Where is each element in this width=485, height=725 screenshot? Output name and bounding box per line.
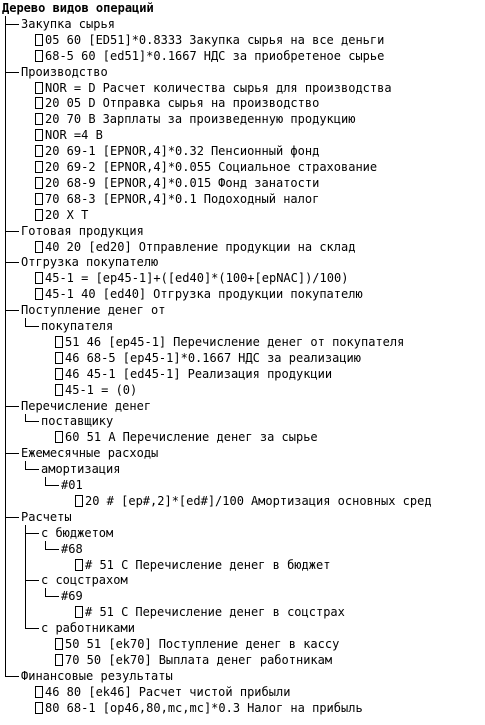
operation-doc-icon	[35, 686, 43, 698]
operation-doc-icon	[35, 177, 43, 189]
operation-doc-icon	[75, 559, 83, 571]
tree-node-label[interactable]: покупателя	[41, 319, 114, 333]
operation-doc-icon	[35, 145, 43, 157]
operation-description: Социальное страхование	[218, 160, 378, 174]
tree-branch-line	[25, 469, 39, 470]
operation-code: 45-1 = (0)	[65, 383, 138, 397]
operation-code: 45-1 = [ep45-1]+([ed40]*(100+[epNAC])/100)	[45, 271, 349, 285]
tree-branch-line	[25, 580, 39, 581]
operation-item[interactable]	[0, 95, 485, 111]
operation-doc-icon	[35, 288, 43, 300]
tree-branch-line	[5, 262, 19, 263]
operation-code: 70 50 [ek70]	[65, 653, 152, 667]
tree-node-label[interactable]: Отгрузка покупателю	[21, 255, 159, 269]
tree-branch-line	[5, 231, 19, 232]
tree-branch-line	[5, 310, 19, 311]
tree-node-label[interactable]: Ежемесячные расходы	[21, 446, 159, 460]
operation-item[interactable]	[0, 557, 485, 573]
tree-connector-line	[5, 517, 6, 676]
operation-item[interactable]	[0, 652, 485, 668]
tree-connector-line	[5, 262, 6, 310]
operation-item[interactable]	[0, 191, 485, 207]
operation-item[interactable]	[0, 48, 485, 64]
operation-doc-icon	[35, 272, 43, 284]
operation-code: 50 51 [ek70]	[65, 637, 152, 651]
tree-branch-line	[45, 596, 59, 597]
tree-branch-line	[45, 485, 59, 486]
operation-doc-icon	[75, 606, 83, 618]
operation-doc-icon	[35, 34, 43, 46]
operation-description: Зарплаты за произведенную продукцию	[102, 112, 356, 126]
tree-node-label[interactable]: #01	[61, 478, 83, 492]
operation-description: Амортизация основных сред	[250, 494, 432, 508]
operation-code: NOR =4 B	[45, 128, 103, 142]
operation-description: Расчет количества сырья для производства	[102, 81, 392, 95]
operation-item[interactable]	[0, 175, 485, 191]
tree-connector-line	[25, 318, 26, 326]
operation-item[interactable]	[0, 493, 485, 509]
tree-title: Дерево видов операций	[2, 1, 154, 15]
operation-item[interactable]	[0, 239, 485, 255]
operation-code: 20 X T	[45, 208, 89, 222]
tree-connector-line	[5, 231, 6, 262]
operation-code: 20 69-1 [EPNOR,4]*0.32	[45, 144, 204, 158]
tree-branch-line	[5, 72, 19, 73]
operation-description: НДС за реализацию	[238, 351, 361, 365]
operation-description: Поступление денег в кассу	[158, 637, 340, 651]
operation-doc-icon	[35, 193, 43, 205]
operation-item[interactable]	[0, 700, 485, 716]
operation-description: Перечисление денег за сырье	[122, 430, 318, 444]
tree-branch-line	[5, 676, 19, 677]
operation-doc-icon	[35, 209, 43, 221]
tree-branch-line	[25, 628, 39, 629]
tree-branch-line	[45, 549, 59, 550]
operation-doc-icon	[55, 638, 63, 650]
tree-node-label[interactable]: с соцстрахом	[41, 573, 128, 587]
operation-code: # 51 C	[85, 605, 129, 619]
operation-doc-icon	[55, 352, 63, 364]
operation-description: Расчет чистой прибыли	[138, 685, 291, 699]
tree-branch-line	[25, 326, 39, 327]
operation-doc-icon	[55, 384, 63, 396]
operation-item[interactable]	[0, 80, 485, 96]
operation-code: 68-5 60 [ed51]*0.1667	[45, 49, 197, 63]
operation-code: # 51 C	[85, 558, 129, 572]
tree-connector-line	[5, 24, 6, 72]
operation-description: Пенсионный фонд	[210, 144, 320, 158]
operation-doc-icon	[35, 113, 43, 125]
operation-item[interactable]	[0, 429, 485, 445]
operation-doc-icon	[35, 241, 43, 253]
tree-node-label[interactable]: #69	[61, 589, 83, 603]
tree-node-label[interactable]: Готовая продукция	[21, 224, 144, 238]
operation-doc-icon	[55, 431, 63, 443]
tree-connector-line	[25, 461, 26, 469]
tree-branch-line	[5, 453, 19, 454]
tree-connector-line	[45, 477, 46, 485]
operation-code: NOR = D	[45, 81, 96, 95]
operation-code: 45-1 40 [ed40]	[45, 287, 147, 301]
operation-item[interactable]	[0, 636, 485, 652]
operation-doc-icon	[35, 50, 43, 62]
operation-doc-icon	[55, 336, 63, 348]
operation-description: Отгрузка продукции покупателю	[153, 287, 363, 301]
operation-doc-icon	[35, 82, 43, 94]
operation-description: Отправление продукции на склад	[138, 240, 356, 254]
operation-description: Выплата денег работникам	[158, 653, 333, 667]
tree-connector-line	[25, 533, 26, 580]
operation-doc-icon	[35, 161, 43, 173]
operation-item[interactable]	[0, 684, 485, 700]
operation-item[interactable]	[0, 366, 485, 382]
tree-branch-line	[25, 421, 39, 422]
operation-code: 51 46 [ep45-1]	[65, 335, 167, 349]
operation-item[interactable]	[0, 382, 485, 398]
operation-code: 20 05 D	[45, 96, 96, 110]
operation-description: Перечисление денег от покупателя	[173, 335, 405, 349]
operation-code: 20 69-2 [EPNOR,4]*0.055	[45, 160, 212, 174]
tree-connector-line	[5, 72, 6, 231]
operation-code: 20 68-9 [EPNOR,4]*0.015	[45, 176, 212, 190]
tree-connector-line	[45, 541, 46, 549]
operation-code: 70 68-3 [EPNOR,4]*0.1	[45, 192, 197, 206]
operation-item[interactable]	[0, 32, 485, 48]
operation-item[interactable]	[0, 286, 485, 302]
operation-code: 20 70 B	[45, 112, 96, 126]
operation-description: НДС за приобретеное сырье	[203, 49, 385, 63]
tree-connector-line	[25, 414, 26, 421]
tree-node-label[interactable]: с бюджетом	[41, 526, 114, 540]
tree-branch-line	[5, 406, 19, 407]
tree-node-label[interactable]: амортизация	[41, 462, 121, 476]
operation-item[interactable]	[0, 127, 485, 143]
operation-doc-icon	[35, 129, 43, 141]
operation-description: Закупка сырья на все деньги	[189, 33, 385, 47]
operation-doc-icon	[75, 495, 83, 507]
tree-connector-line	[25, 580, 26, 628]
tree-node-label[interactable]: поставщику	[41, 414, 114, 428]
tree-connector-line	[45, 588, 46, 596]
operation-doc-icon	[35, 97, 43, 109]
operation-doc-icon	[55, 368, 63, 380]
operation-item[interactable]	[0, 207, 485, 223]
operation-doc-icon	[35, 702, 43, 714]
operation-item[interactable]	[0, 604, 485, 620]
operation-code: 46 80 [ek46]	[45, 685, 132, 699]
operation-description: Налог на прибыль	[247, 701, 363, 715]
operation-item[interactable]	[0, 159, 485, 175]
tree-branch-line	[5, 24, 19, 25]
tree-node-label[interactable]: Поступление денег от	[21, 303, 166, 317]
tree-connector-line	[25, 525, 26, 533]
operation-description: Отправка сырья на производство	[102, 96, 320, 110]
operation-item[interactable]	[0, 350, 485, 366]
tree-branch-line	[5, 517, 19, 518]
tree-node-label[interactable]: #68	[61, 542, 83, 556]
operation-item[interactable]	[0, 270, 485, 286]
operation-item[interactable]	[0, 111, 485, 127]
operation-code: 20 # [ep#,2]*[ed#]/100	[85, 494, 244, 508]
tree-node-label[interactable]: Производство	[21, 65, 108, 79]
tree-connector-line	[5, 16, 6, 24]
operation-item[interactable]	[0, 143, 485, 159]
operation-description: Перечисление денег в соцстрах	[135, 605, 345, 619]
operation-description: Перечисление денег в бюджет	[135, 558, 331, 572]
operation-item[interactable]	[0, 334, 485, 350]
operation-code: 46 68-5 [ep45-1]*0.1667	[65, 351, 232, 365]
tree-connector-line	[5, 310, 6, 406]
tree-node-label[interactable]: Перечисление денег	[21, 399, 152, 413]
operation-doc-icon	[55, 654, 63, 666]
operation-code: 60 51 A	[65, 430, 116, 444]
tree-connector-line	[5, 406, 6, 453]
tree-node-label[interactable]: с работниками	[41, 621, 135, 635]
tree-node-label[interactable]: Закупка сырья	[21, 17, 115, 31]
tree-connector-line	[5, 453, 6, 517]
tree-node-label[interactable]: Расчеты	[21, 510, 72, 524]
operation-code: 80 68-1 [op46,80,mc,mc]*0.3	[45, 701, 241, 715]
tree-branch-line	[25, 533, 39, 534]
operation-description: Фонд занатости	[218, 176, 320, 190]
operation-code: 46 45-1 [ed45-1]	[65, 367, 181, 381]
operation-code: 05 60 [ED51]*0.8333	[45, 33, 183, 47]
tree-node-label[interactable]: Финансовые результаты	[21, 669, 173, 683]
operation-description: Подоходный налог	[203, 192, 320, 206]
operation-code: 40 20 [ed20]	[45, 240, 132, 254]
operation-description: Реализация продукции	[187, 367, 333, 381]
